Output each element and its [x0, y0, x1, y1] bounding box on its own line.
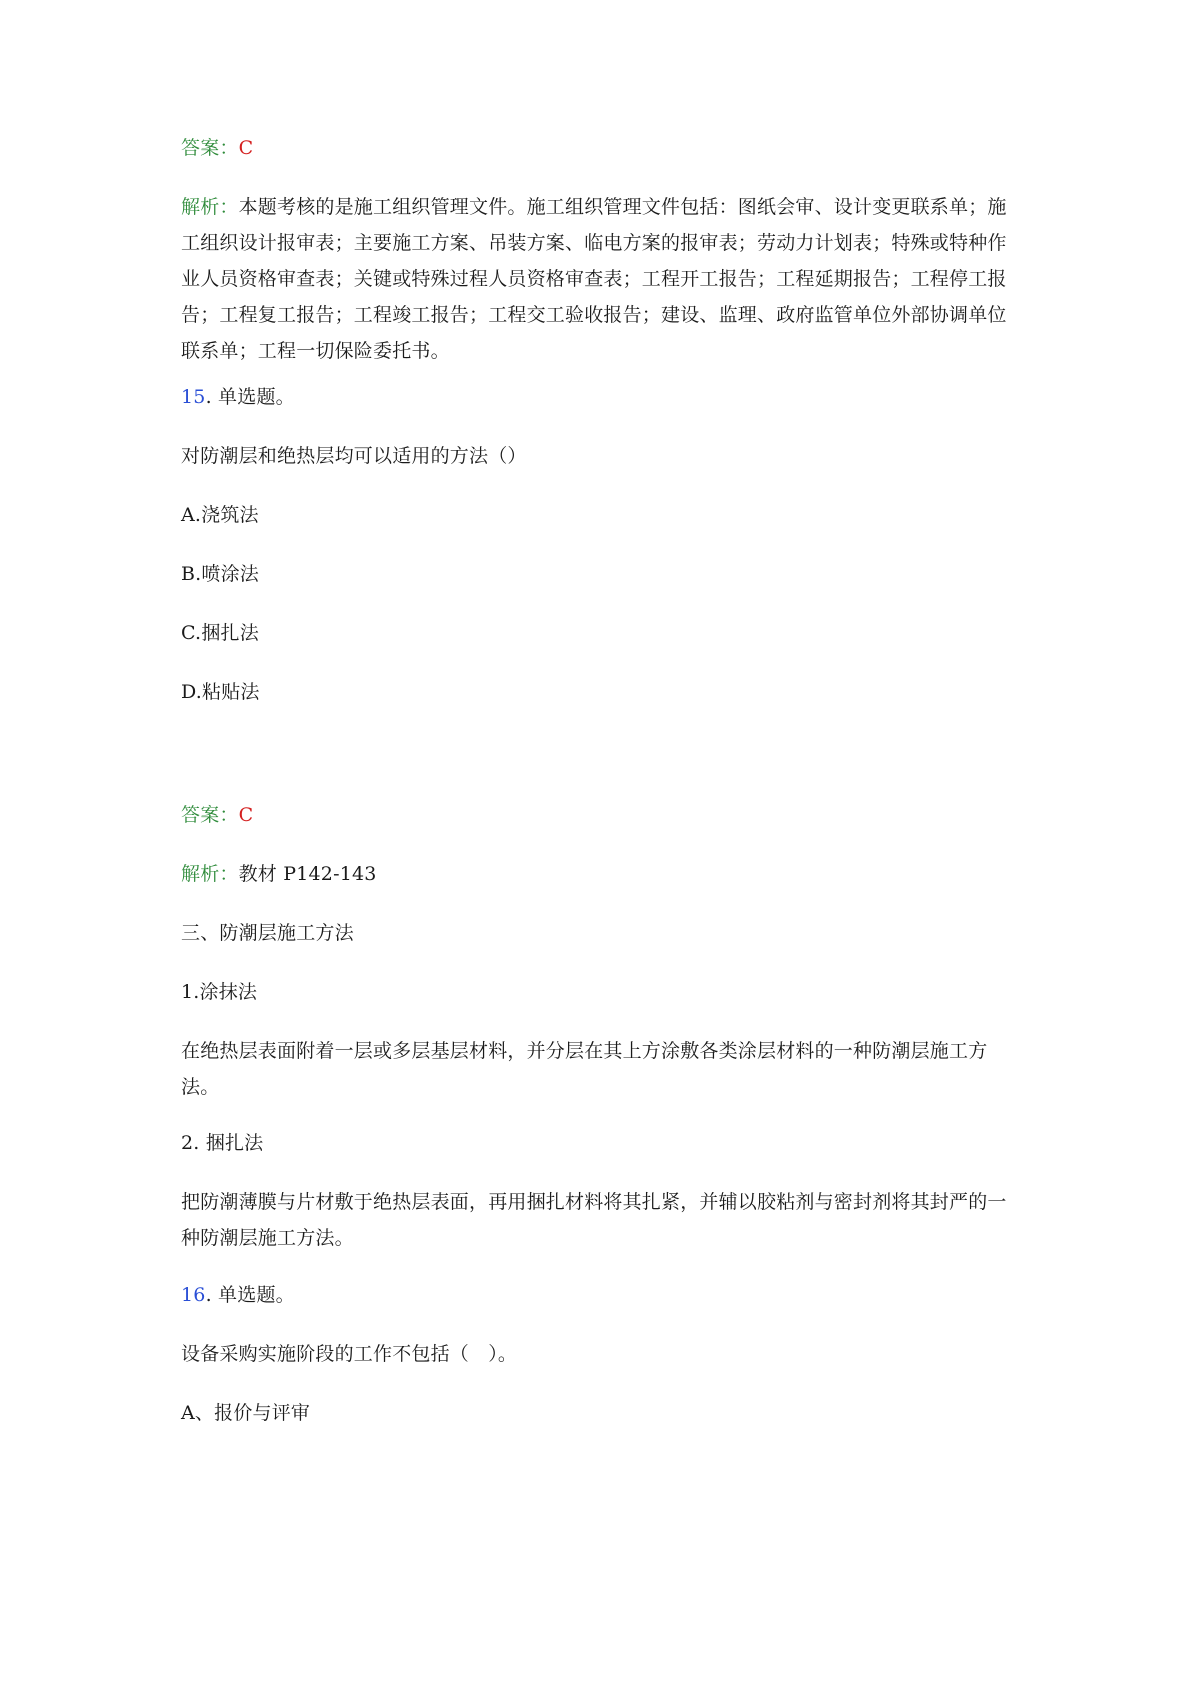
- q15-option-d: D.粘贴法: [181, 681, 260, 703]
- q16-heading: [181, 1277, 1011, 1313]
- answer-value: C: [238, 804, 254, 826]
- q14-explanation: [181, 189, 1011, 369]
- question-type: . 单选题。: [205, 1284, 295, 1306]
- section-title: 三、防潮层施工方法: [181, 922, 354, 944]
- q15-question: 对防潮层和绝热层均可以适用的方法（）: [181, 445, 527, 467]
- answer-label: 答案：: [181, 137, 239, 159]
- q15-explanation: [181, 856, 1011, 892]
- q14-answer: [181, 130, 1011, 166]
- explanation-text: 本题考核的是施工组织管理文件。施工组织管理文件包括：图纸会审、设计变更联系单；施工组织设计报审表；主要施工方案、吊装方案、临电方案的报审表；劳动力计划表；特殊或特种作业人员资格审查表；关键或特殊过程人员资格审查表；工程开工报告；工程延期报告；工程停工报告；工程复工报告；工程竣工报告；工程交工验收报告；建设、监理、政府监管单位外部协调单位联系单；工程一切保险委托书。: [181, 196, 1007, 362]
- explanation-label: 解析：: [181, 863, 239, 885]
- explanation-text: 教材 P142-143: [238, 863, 377, 885]
- q15-option-a: A.浇筑法: [181, 504, 259, 526]
- question-type: . 单选题。: [205, 386, 295, 408]
- question-number: 16: [181, 1284, 206, 1306]
- q15-option-c: C.捆扎法: [181, 622, 259, 644]
- q15-option-b: B.喷涂法: [181, 563, 260, 585]
- q16-question: 设备采购实施阶段的工作不包括（ ）。: [181, 1343, 518, 1365]
- explanation-label: 解析：: [181, 196, 239, 218]
- q15-heading: [181, 379, 1011, 415]
- method1-title: 1.涂抹法: [181, 981, 258, 1003]
- method2-text: 把防潮薄膜与片材敷于绝热层表面，再用捆扎材料将其扎紧，并辅以胶粘剂与密封剂将其封严的一种防潮层施工方法。: [181, 1191, 1007, 1249]
- method2-title: 2. 捆扎法: [181, 1132, 264, 1154]
- method1-text: 在绝热层表面附着一层或多层基层材料，并分层在其上方涂敷各类涂层材料的一种防潮层施工方法。: [181, 1040, 988, 1098]
- answer-label: 答案：: [181, 804, 239, 826]
- q16-option-a: A、报价与评审: [181, 1402, 311, 1424]
- answer-value: C: [238, 137, 254, 159]
- q15-answer: [181, 797, 1011, 833]
- question-number: 15: [181, 386, 206, 408]
